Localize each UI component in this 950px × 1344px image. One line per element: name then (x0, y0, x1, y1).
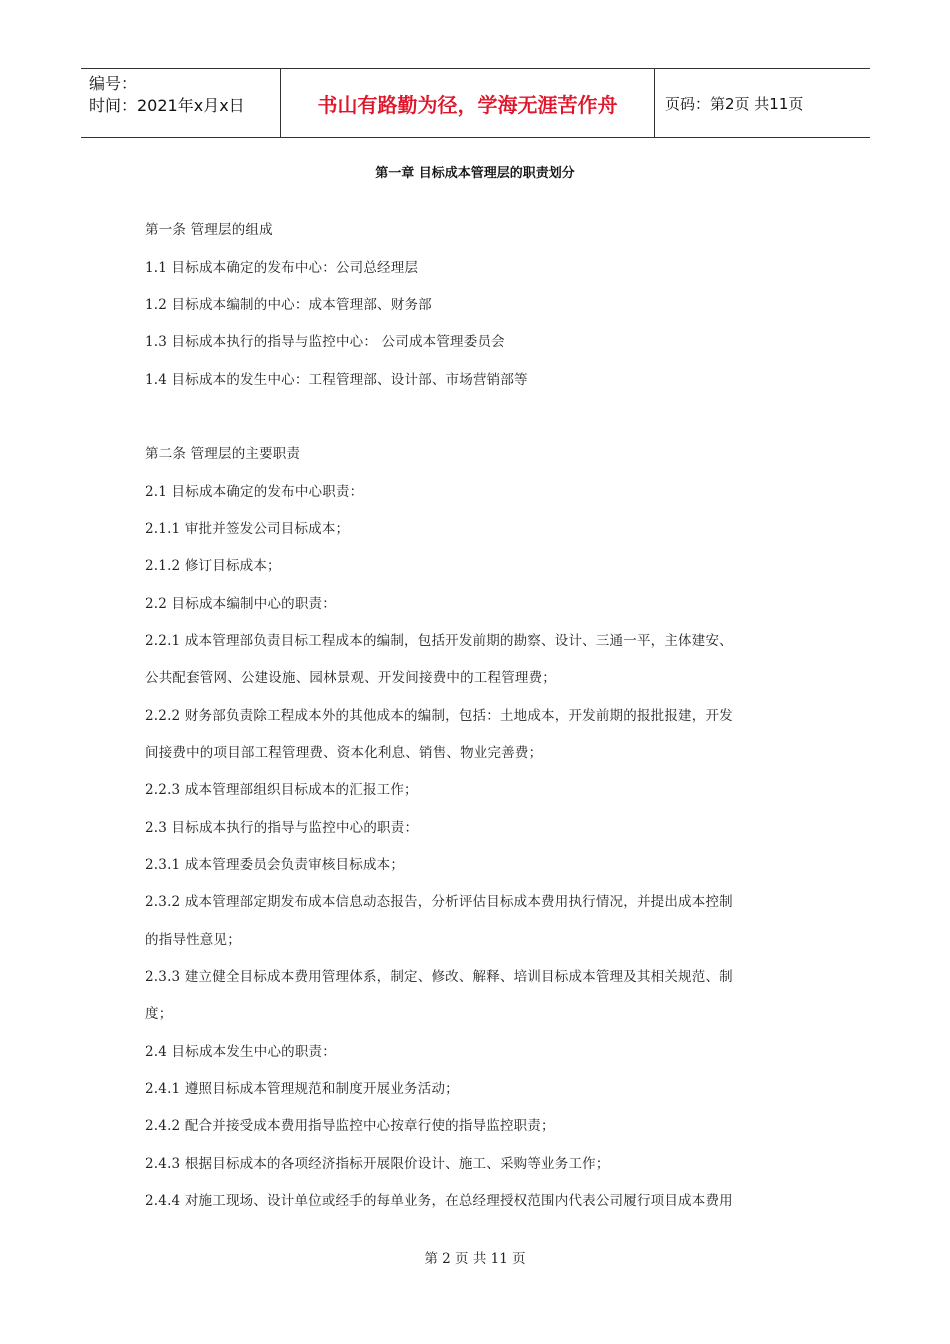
paragraph-line: 2.4.2 配合并接受成本费用指导监控中心按章行使的指导监控职责； (145, 1118, 555, 1134)
paragraph-line: 2.4.3 根据目标成本的各项经济指标开展限价设计、施工、采购等业务工作； (145, 1156, 610, 1172)
paragraph-line: 2.3.1 成本管理委员会负责审核目标成本； (145, 857, 405, 873)
paragraph-line: 度； (145, 1006, 173, 1022)
motto-text: 书山有路勤为径，学海无涯苦作舟 (317, 92, 618, 117)
paragraph-line: 2.2.3 成本管理部组织目标成本的汇报工作； (145, 782, 418, 798)
number-label: 编号： (89, 74, 138, 93)
paragraph-line: 2.4.1 遵照目标成本管理规范和制度开展业务活动； (145, 1081, 459, 1097)
paragraph-line: 2.2.1 成本管理部负责目标工程成本的编制，包括开发前期的勘察、设计、三通一平，主体建安、 (145, 633, 733, 649)
header-info-cell (81, 69, 281, 137)
paragraph-line: 1.1 目标成本确定的发布中心：公司总经理层 (145, 260, 419, 276)
page-info-text: 页码：第2页 共11页 (665, 94, 804, 113)
paragraph-line: 公共配套管网、公建设施、园林景观、开发间接费中的工程管理费； (145, 670, 556, 686)
paragraph-line: 2.1 目标成本确定的发布中心职责： (145, 484, 364, 500)
motto-cell (281, 69, 655, 137)
paragraph-line: 2.2.2 财务部负责除工程成本外的其他成本的编制，包括：土地成本，开发前期的报批报建，开发 (145, 708, 733, 724)
article-heading: 第一条 管理层的组成 (145, 222, 273, 238)
chapter-title: 第一章 目标成本管理层的职责划分 (375, 166, 575, 181)
paragraph-line: 2.1.1 审批并签发公司目标成本； (145, 521, 350, 537)
paragraph-line: 1.4 目标成本的发生中心：工程管理部、设计部、市场营销部等 (145, 372, 528, 388)
paragraph-line: 1.3 目标成本执行的指导与监控中心： 公司成本管理委员会 (145, 334, 505, 350)
paragraph-line: 2.3.2 成本管理部定期发布成本信息动态报告，分析评估目标成本费用执行情况，并提出成本控制 (145, 894, 733, 910)
page-info-cell (655, 69, 870, 137)
page-footer: 第 2 页 共 11 页 (424, 1251, 526, 1267)
article-heading: 第二条 管理层的主要职责 (145, 446, 301, 462)
paragraph-line: 的指导性意见； (145, 932, 241, 948)
paragraph-line: 2.4 目标成本发生中心的职责： (145, 1044, 336, 1060)
time-label: 时间：2021年x月x日 (89, 96, 245, 115)
paragraph-line: 2.1.2 修订目标成本； (145, 558, 281, 574)
paragraph-line: 2.3.3 建立健全目标成本费用管理体系，制定、修改、解释、培训目标成本管理及其相关规范、制 (145, 969, 733, 985)
paragraph-line: 2.4.4 对施工现场、设计单位或经手的每单业务，在总经理授权范围内代表公司履行项目成本费用 (145, 1193, 733, 1209)
paragraph-line: 1.2 目标成本编制的中心：成本管理部、财务部 (145, 297, 432, 313)
page-header (81, 68, 870, 138)
paragraph-line: 2.3 目标成本执行的指导与监控中心的职责： (145, 820, 419, 836)
paragraph-line: 间接费中的项目部工程管理费、资本化利息、销售、物业完善费； (145, 745, 543, 761)
paragraph-line: 2.2 目标成本编制中心的职责： (145, 596, 336, 612)
